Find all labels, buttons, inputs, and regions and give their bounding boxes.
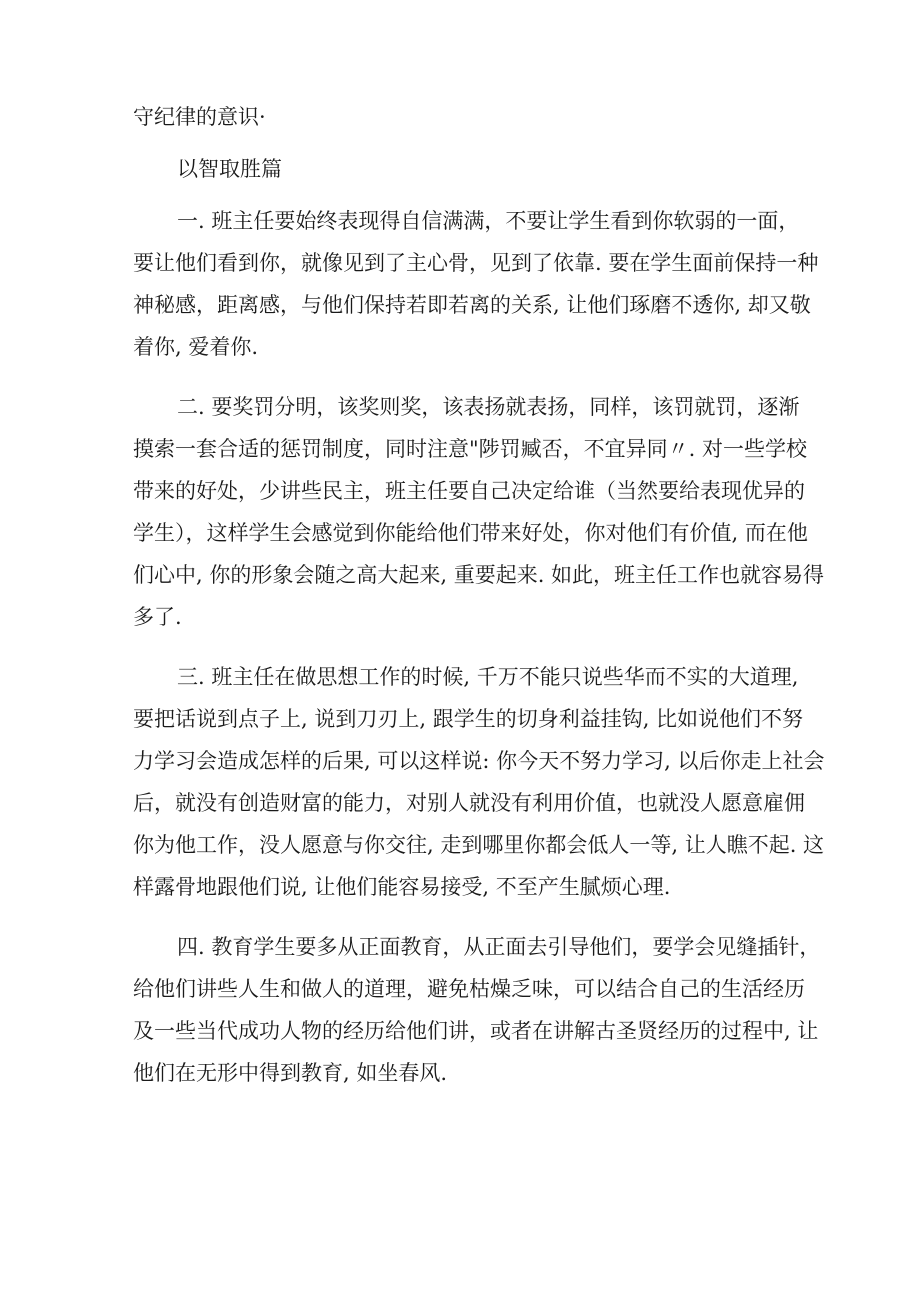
paragraph-line: 三. 班主任在做思想工作的时候, 千万不能只说些华而不实的大道理, [177, 665, 799, 689]
paragraph-line: 摸索一套合适的惩罚制度，同时注意"陟罚臧否，不宜异同〃. 对一些学校 [133, 437, 808, 461]
paragraph-line: 他们在无形中得到教育, 如坐春风. [133, 1061, 448, 1085]
paragraph-line: 二. 要奖罚分明，该奖则奖，该表扬就表扬，同样，该罚就罚，逐渐 [177, 395, 800, 419]
paragraph-3 [133, 656, 825, 908]
paragraph-line: 们心中, 你的形象会随之高大起来, 重要起来. 如此，班主任工作也就容易得 [133, 563, 825, 587]
paragraph-line: 学生），这样学生会感觉到你能给他们带来好处，你对他们有价值, 而在他 [133, 521, 808, 545]
paragraph-line: 着你, 爱着你. [133, 335, 259, 359]
paragraph-line: 多了. [133, 605, 182, 629]
paragraph-line: 力学习会造成怎样的后果, 可以这样说: 你今天不努力学习, 以后你走上社会 [133, 749, 825, 773]
paragraph-line: 后，就没有创造财富的能力，对别人就没有利用价值，也就没人愿意雇佣 [133, 791, 805, 815]
paragraph-line: 四. 教育学生要多从正面教育，从正面去引导他们，要学会见缝插针， [177, 935, 821, 959]
paragraph-line: 给他们讲些人生和做人的道理，避免枯燥乏味，可以结合自己的生活经历 [133, 977, 805, 1001]
section-title: 以智取胜篇 [177, 157, 282, 181]
paragraph-line: 带来的好处，少讲些民主，班主任要自己决定给谁（当然要给表现优异的 [133, 479, 805, 503]
paragraph-line: 要把话说到点子上, 说到刀刃上, 跟学生的切身利益挂钩, 比如说他们不努 [133, 707, 804, 731]
paragraph-line: 神秘感，距离感，与他们保持若即若离的关系, 让他们琢磨不透你, 却又敬 [133, 293, 811, 317]
paragraph-line: 及一些当代成功人物的经历给他们讲，或者在讲解古圣贤经历的过程中, 让 [133, 1019, 819, 1043]
paragraph-line: 一. 班主任要始终表现得自信满满，不要让学生看到你软弱的一面， [177, 209, 800, 233]
lead-line: 守纪律的意识· [133, 105, 266, 129]
paragraph-1 [133, 200, 819, 368]
paragraph-2 [133, 386, 825, 638]
paragraph-line: 你为他工作，没人愿意与你交往, 走到哪里你都会低人一等, 让人瞧不起. 这 [133, 833, 825, 857]
paragraph-line: 样露骨地跟他们说, 让他们能容易接受, 不至产生腻烦心理. [133, 875, 671, 899]
paragraph-line: 要让他们看到你，就像见到了主心骨，见到了依靠. 要在学生面前保持一种 [133, 251, 819, 275]
paragraph-4 [133, 926, 821, 1094]
document-page [133, 96, 825, 1094]
